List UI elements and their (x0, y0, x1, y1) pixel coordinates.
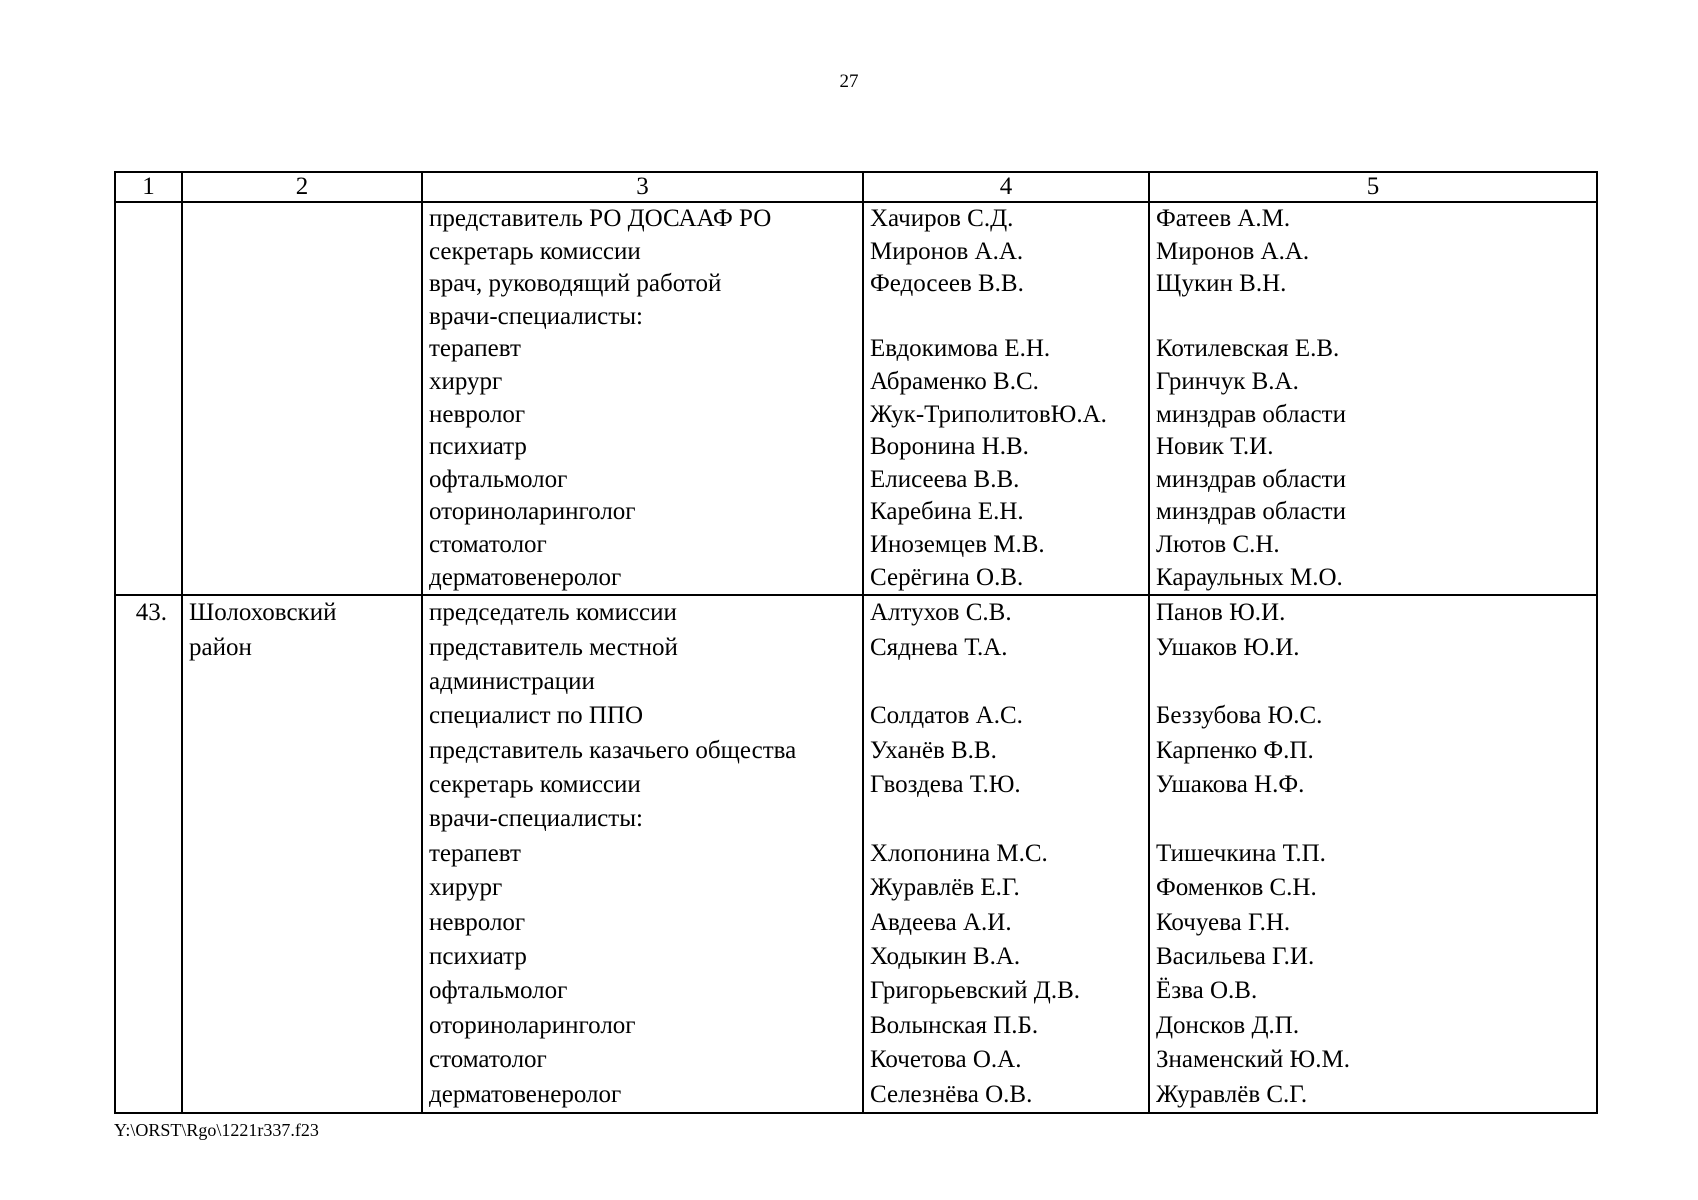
file-path-footer: Y:\ORST\Rgo\1221r337.f23 (114, 1120, 319, 1140)
reserve-name (1150, 665, 1596, 699)
reserve-name: минздрав области (1156, 498, 1346, 526)
role-line: секретарь комиссии (429, 771, 641, 799)
reserve-cell (1149, 202, 1597, 595)
role-line: стоматолог (429, 530, 547, 558)
member-name: Хачиров С.Д. (870, 205, 1014, 232)
member-name: Иноземцев М.В. (870, 530, 1045, 558)
reserve-name: минздрав области (1156, 400, 1346, 428)
member-name: Евдокимова Е.Н. (870, 335, 1051, 363)
member-name (864, 301, 1148, 334)
reserve-name: Щукин В.Н. (1156, 270, 1287, 298)
district-cell (182, 202, 422, 595)
member-name: Уханёв В.В. (870, 736, 997, 764)
role-line: врач, руководящий работой (429, 270, 722, 298)
row-number (116, 203, 181, 236)
role-cell (422, 595, 863, 1113)
reserve-name: Беззубова Ю.С. (1156, 702, 1323, 730)
reserve-name: Знаменский Ю.М. (1156, 1046, 1350, 1074)
table-body (115, 202, 1597, 1113)
table-row (115, 202, 1597, 595)
member-name: Сяднева Т.А. (870, 633, 1008, 661)
role-line: оториноларинголог (429, 1011, 636, 1039)
member-name: Жук-ТриполитовЮ.А. (870, 400, 1107, 428)
role-line: врачи-специалисты: (429, 302, 643, 330)
member-name: Серёгина О.В. (870, 563, 1024, 591)
header-col-1: 1 (115, 172, 182, 202)
reserve-name: Панов Ю.И. (1156, 599, 1286, 627)
role-line: терапевт (429, 335, 521, 363)
district-cell (182, 595, 422, 1113)
reserve-name: Фоменков С.Н. (1156, 874, 1317, 902)
header-row (115, 172, 1597, 202)
role-line: представитель казачьего общества (429, 736, 797, 764)
reserve-name: Караульных М.О. (1156, 563, 1343, 591)
district-name-line: район (189, 633, 252, 661)
member-cell (863, 202, 1149, 595)
member-name: Селезнёва О.В. (870, 1080, 1033, 1108)
role-line: хирург (429, 874, 503, 902)
member-name: Федосеев В.В. (870, 270, 1024, 298)
role-line: стоматолог (429, 1046, 547, 1074)
member-name: Григорьевский Д.В. (870, 977, 1081, 1005)
row-number-cell (115, 595, 182, 1113)
role-line: врачи-специалисты: (429, 805, 643, 833)
district-name-line: Шолоховский (189, 599, 337, 627)
reserve-name: минздрав области (1156, 465, 1346, 493)
member-name: Абраменко В.С. (870, 367, 1039, 395)
row-number-cell (115, 202, 182, 595)
member-name: Хлопонина М.С. (870, 839, 1048, 867)
header-col-5: 5 (1149, 172, 1597, 202)
member-name: Гвоздева Т.Ю. (870, 771, 1021, 799)
reserve-name: Донсков Д.П. (1156, 1011, 1300, 1039)
reserve-name: Кочуева Г.Н. (1156, 908, 1291, 936)
member-name: Елисеева В.В. (870, 465, 1020, 493)
member-name: Солдатов А.С. (870, 702, 1023, 730)
reserve-name: Котилевская Е.В. (1156, 335, 1340, 363)
member-name: Ходыкин В.А. (870, 943, 1021, 971)
member-name: Алтухов С.В. (870, 599, 1012, 627)
role-line: секретарь комиссии (429, 237, 641, 265)
role-cell (422, 202, 863, 595)
member-name: Миронов А.А. (870, 237, 1024, 265)
role-line: специалист по ППО (429, 702, 644, 730)
member-cell (863, 595, 1149, 1113)
header-col-2: 2 (182, 172, 422, 202)
member-name: Волынская П.Б. (870, 1011, 1039, 1039)
role-line: офтальмолог (429, 465, 568, 493)
commission-table (114, 171, 1598, 1114)
reserve-cell (1149, 595, 1597, 1113)
member-name: Кочетова О.А. (870, 1046, 1022, 1074)
role-line: невролог (429, 908, 526, 936)
role-line: представитель местной (429, 633, 678, 661)
role-line: дерматовенеролог (429, 563, 622, 591)
member-name: Воронина Н.В. (870, 433, 1029, 461)
role-line: администрации (429, 667, 595, 695)
row-number: 43. (135, 599, 167, 627)
role-line: психиатр (429, 433, 527, 461)
member-name: Каребина Е.Н. (870, 498, 1024, 526)
role-line: председатель комиссии (429, 599, 677, 627)
role-line: офтальмолог (429, 977, 568, 1005)
reserve-name: Гринчук В.А. (1156, 367, 1299, 395)
reserve-name (1150, 301, 1596, 334)
reserve-name: Миронов А.А. (1156, 237, 1310, 265)
reserve-name: Тишечкина Т.П. (1156, 839, 1326, 867)
table-row (115, 595, 1597, 1113)
member-name (864, 665, 1148, 699)
header-col-3: 3 (422, 172, 863, 202)
reserve-name: Лютов С.Н. (1156, 530, 1280, 558)
role-line: хирург (429, 367, 503, 395)
reserve-name: Фатеев А.М. (1156, 205, 1291, 232)
reserve-name: Ёзва О.В. (1156, 977, 1258, 1005)
reserve-name: Васильева Г.И. (1156, 943, 1315, 971)
member-name (864, 802, 1148, 836)
header-col-4: 4 (863, 172, 1149, 202)
reserve-name: Ушаков Ю.И. (1156, 633, 1300, 661)
reserve-name (1150, 802, 1596, 836)
role-line: представитель РО ДОСААФ РО (429, 205, 772, 232)
member-name: Журавлёв Е.Г. (870, 874, 1020, 902)
role-line: психиатр (429, 943, 527, 971)
role-line: терапевт (429, 839, 521, 867)
reserve-name: Новик Т.И. (1156, 433, 1274, 461)
page-number: 27 (839, 71, 859, 92)
reserve-name: Ушакова Н.Ф. (1156, 771, 1305, 799)
role-line: оториноларинголог (429, 498, 636, 526)
member-name: Авдеева А.И. (870, 908, 1012, 936)
role-line: невролог (429, 400, 526, 428)
reserve-name: Журавлёв С.Г. (1156, 1080, 1308, 1108)
reserve-name: Карпенко Ф.П. (1156, 736, 1314, 764)
role-line: дерматовенеролог (429, 1080, 622, 1108)
